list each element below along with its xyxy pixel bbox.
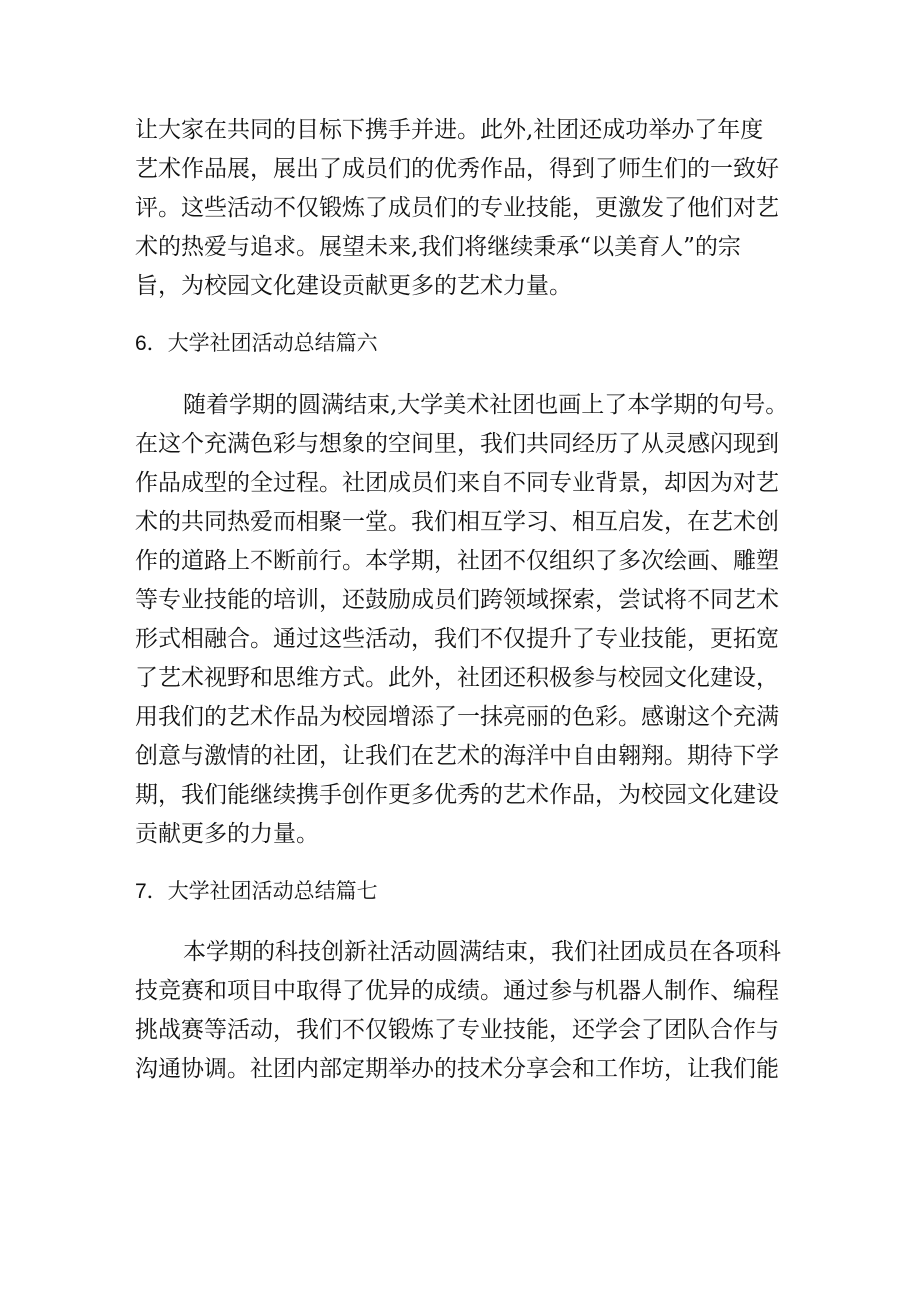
section-heading: 7．大学社团活动总结篇七 (135, 880, 378, 903)
text-line: 随着学期的圆满结束,大学美术社团也画上了本学期的句号。 (183, 392, 789, 418)
text-line: 了艺术视野和思维方式。此外，社团还积极参与校园文化建设， (135, 665, 779, 691)
text-line: 技竞赛和项目中取得了优异的成绩。通过参与机器人制作、编程 (135, 978, 779, 1004)
text-line: 术的共同热爱而相聚一堂。我们相互学习、相互启发，在艺术创 (135, 509, 779, 535)
text-line: 艺术作品展，展出了成员们的优秀作品，得到了师生们的一致好 (135, 156, 779, 182)
text-line: 形式相融合。通过这些活动，我们不仅提升了专业技能，更拓宽 (135, 626, 779, 652)
text-line: 挑战赛等活动，我们不仅锻炼了专业技能，还学会了团队合作与 (135, 1017, 779, 1043)
text-line: 旨，为校园文化建设贡献更多的艺术力量。 (135, 273, 572, 299)
text-line: 沟通协调。社团内部定期举办的技术分享会和工作坊，让我们能 (135, 1056, 779, 1082)
text-line: 期，我们能继续携手创作更多优秀的艺术作品，为校园文化建设 (135, 782, 779, 808)
text-line: 本学期的科技创新社活动圆满结束，我们社团成员在各项科 (183, 939, 781, 965)
text-line: 用我们的艺术作品为校园增添了一抹亮丽的色彩。感谢这个充满 (135, 704, 779, 730)
text-line: 作品成型的全过程。社团成员们来自不同专业背景，却因为对艺 (135, 470, 779, 496)
text-line: 创意与激情的社团，让我们在艺术的海洋中自由翱翔。期待下学 (135, 743, 779, 769)
text-line: 评。这些活动不仅锻炼了成员们的专业技能，更激发了他们对艺 (135, 195, 779, 221)
text-line: 术的热爱与追求。展望未来,我们将继续秉承“以美育人”的宗 (135, 234, 741, 260)
text-line: 贡献更多的力量。 (135, 821, 319, 847)
section-heading: 6．大学社团活动总结篇六 (135, 332, 378, 355)
text-line: 在这个充满色彩与想象的空间里，我们共同经历了从灵感闪现到 (135, 431, 779, 457)
text-line: 作的道路上不断前行。本学期，社团不仅组织了多次绘画、雕塑 (135, 548, 779, 574)
text-line: 等专业技能的培训，还鼓励成员们跨领域探索，尝试将不同艺术 (135, 587, 779, 613)
text-line: 让大家在共同的目标下携手并进。此外,社团还成功举办了年度 (135, 117, 764, 143)
